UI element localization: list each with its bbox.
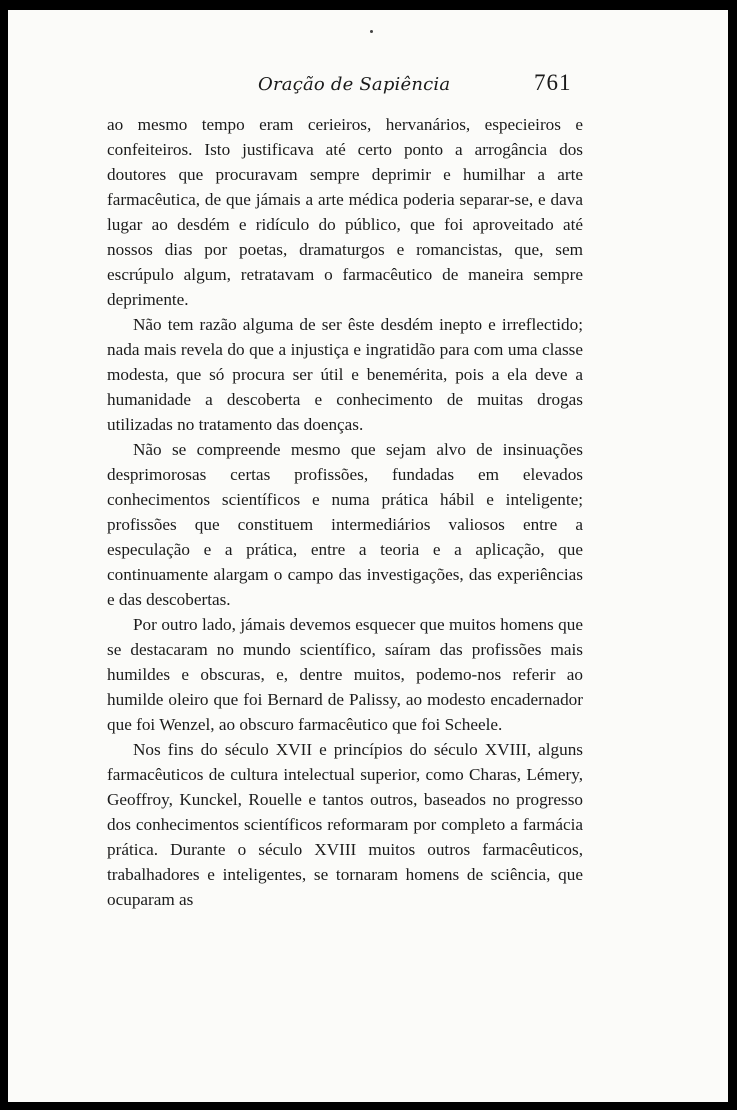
print-speck (370, 30, 373, 33)
page-number: 761 (534, 70, 572, 95)
paragraph-5: Nos fins do século XVII e princípios do século XVIII, alguns farmacêuticos de cultura intelectual superior, como Charas, Lémery, Geoffroy, Kunckel, Rouelle e tantos outros, baseados no progresso dos conhecimentos scientíficos reformaram por completo a farmácia prática. Durante o século XVIII muitos outros farmacêuticos, trabalhadores e inteligentes, se tornaram homens de sciência, que ocuparam as (107, 740, 583, 909)
paragraph-1: ao mesmo tempo eram cerieiros, hervanários, especieiros e confeiteiros. Isto justificava até certo ponto a arrogância dos doutores que procuravam sempre deprimir e humilhar a arte farmacêutica, de que jámais a arte médica poderia separar-se, e dava lugar ao desdém e ridículo do público, que foi aproveitado até nossos dias por poetas, dramaturgos e romancistas, que, sem escrúpulo algum, retratavam o farmacêutico de maneira sempre deprimente. (107, 115, 583, 309)
body-text (107, 112, 583, 912)
running-title: Oração de Sapiência (258, 74, 451, 95)
paragraph-4: Por outro lado, jámais devemos esquecer que muitos homens que se destacaram no mundo scientífico, saíram das profissões mais humildes e obscuras, e, dentre muitos, podemo-nos referir ao humilde oleiro que foi Bernard de Palissy, ao modesto encadernador que foi Wenzel, ao obscuro farmacêutico que foi Scheele. (107, 615, 583, 734)
book-page (8, 10, 728, 1102)
paragraph-2: Não tem razão alguma de ser êste desdém inepto e irreflectido; nada mais revela do que a injustiça e ingratidão para com uma classe modesta, que só procura ser útil e benemérita, pois a ela deve a humanidade a descoberta e conhecimento de muitas drogas utilizadas no tratamento das doenças. (107, 315, 583, 434)
paragraph-3: Não se compreende mesmo que sejam alvo de insinuações desprimorosas certas profissões, fundadas em elevados conhecimentos scientíficos e numa prática hábil e inteligente; profissões que constituem intermediários valiosos entre a especulação e a prática, entre a teoria e a aplicação, que continuamente alargam o campo das investigações, das experiências e das descobertas. (107, 440, 583, 609)
running-head (8, 70, 728, 100)
